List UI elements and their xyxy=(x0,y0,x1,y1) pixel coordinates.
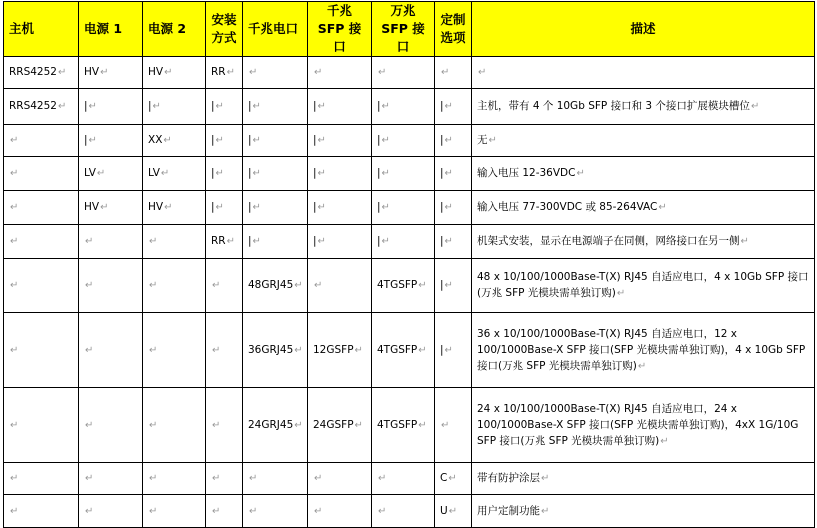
cell-text: | xyxy=(377,134,381,146)
paragraph-mark: ↵ xyxy=(164,67,173,78)
table-cell xyxy=(143,463,206,495)
table-cell xyxy=(4,57,79,89)
paragraph-mark: ↵ xyxy=(314,280,323,291)
cell-text: | xyxy=(440,279,444,291)
cell-text: XX xyxy=(148,134,163,146)
paragraph-mark: ↵ xyxy=(85,280,94,291)
cell-text: HV xyxy=(148,66,164,78)
paragraph-mark: ↵ xyxy=(85,419,94,431)
paragraph-mark: ↵ xyxy=(100,67,109,78)
cell-text: U xyxy=(440,504,448,517)
paragraph-mark: ↵ xyxy=(10,505,19,517)
table-cell xyxy=(206,463,243,495)
table-cell xyxy=(243,89,308,125)
paragraph-mark: ↵ xyxy=(381,135,390,146)
cell-text: C xyxy=(440,472,448,484)
table-cell xyxy=(308,125,372,157)
cell-text: 输入电压 12-36VDC xyxy=(477,167,576,179)
header-cell xyxy=(243,2,308,57)
paragraph-mark: ↵ xyxy=(541,473,550,484)
cell-text: | xyxy=(377,201,381,213)
header-label: 主机 xyxy=(9,21,35,36)
header-cell xyxy=(308,2,372,57)
table-body xyxy=(4,57,815,528)
paragraph-mark: ↵ xyxy=(444,280,453,291)
description-cell xyxy=(472,225,815,259)
table-cell xyxy=(435,89,472,125)
table-cell xyxy=(372,125,435,157)
paragraph-mark: ↵ xyxy=(354,344,363,356)
paragraph-mark: ↵ xyxy=(444,202,453,213)
paragraph-mark: ↵ xyxy=(100,202,109,213)
cell-text: 机架式安装，显示在电源端子在同侧，网络接口在另一侧 xyxy=(477,235,740,247)
table-row xyxy=(4,57,815,89)
table-cell xyxy=(372,313,435,388)
table-cell xyxy=(243,191,308,225)
table-cell xyxy=(206,157,243,191)
table-cell xyxy=(4,225,79,259)
table-cell xyxy=(243,225,308,259)
paragraph-mark: ↵ xyxy=(317,168,326,179)
table-cell xyxy=(206,225,243,259)
table-cell xyxy=(372,259,435,313)
paragraph-mark: ↵ xyxy=(57,67,67,78)
table-row xyxy=(4,495,815,528)
description-cell xyxy=(472,495,815,528)
table-cell xyxy=(243,495,308,528)
table-cell xyxy=(308,57,372,89)
paragraph-mark: ↵ xyxy=(488,135,497,146)
table-row xyxy=(4,89,815,125)
header-cell xyxy=(435,2,472,57)
table-cell xyxy=(79,89,143,125)
paragraph-mark: ↵ xyxy=(294,419,303,431)
paragraph-mark: ↵ xyxy=(576,168,585,179)
cell-text: | xyxy=(248,134,252,146)
table-cell xyxy=(143,388,206,463)
table-cell xyxy=(143,57,206,89)
table-cell xyxy=(4,125,79,157)
table-row xyxy=(4,225,815,259)
paragraph-mark: ↵ xyxy=(444,344,453,356)
table-row xyxy=(4,463,815,495)
paragraph-mark: ↵ xyxy=(215,202,224,213)
table-cell xyxy=(435,57,472,89)
paragraph-mark: ↵ xyxy=(249,67,258,78)
cell-text: | xyxy=(211,134,215,146)
table-row xyxy=(4,157,815,191)
table-row xyxy=(4,259,815,313)
cell-text: 无 xyxy=(477,134,488,146)
paragraph-mark: ↵ xyxy=(10,419,19,431)
paragraph-mark: ↵ xyxy=(378,67,387,78)
paragraph-mark: ↵ xyxy=(215,135,224,146)
table-cell xyxy=(243,313,308,388)
paragraph-mark: ↵ xyxy=(294,280,303,291)
paragraph-mark: ↵ xyxy=(418,344,427,356)
paragraph-mark: ↵ xyxy=(252,135,261,146)
cell-text: | xyxy=(248,235,252,247)
cell-text: 用户定制功能 xyxy=(477,504,540,517)
paragraph-mark: ↵ xyxy=(249,473,258,484)
cell-text: 12GSFP xyxy=(313,343,354,356)
cell-text: LV xyxy=(148,167,160,179)
table-cell xyxy=(79,157,143,191)
paragraph-mark: ↵ xyxy=(381,202,390,213)
paragraph-mark: ↵ xyxy=(10,280,19,291)
paragraph-mark: ↵ xyxy=(658,202,667,213)
table-cell xyxy=(308,259,372,313)
cell-text: 24GSFP xyxy=(313,418,354,431)
cell-text: | xyxy=(248,100,252,112)
paragraph-mark: ↵ xyxy=(381,168,390,179)
table-cell xyxy=(4,463,79,495)
paragraph-mark: ↵ xyxy=(478,67,487,78)
cell-text: | xyxy=(440,134,444,146)
paragraph-mark: ↵ xyxy=(418,419,427,431)
cell-text: HV xyxy=(84,66,100,78)
paragraph-mark: ↵ xyxy=(381,101,390,112)
cell-text: | xyxy=(248,167,252,179)
table-cell xyxy=(4,495,79,528)
table-cell xyxy=(308,495,372,528)
cell-text: | xyxy=(440,201,444,213)
table-row xyxy=(4,191,815,225)
table-cell xyxy=(308,463,372,495)
spec-table xyxy=(3,1,815,528)
table-cell xyxy=(372,463,435,495)
cell-text: 4TGSFP xyxy=(377,343,418,356)
table-cell xyxy=(143,157,206,191)
header-cell xyxy=(143,2,206,57)
paragraph-mark: ↵ xyxy=(149,505,158,517)
table-cell xyxy=(372,57,435,89)
cell-text: | xyxy=(313,235,317,247)
table-cell xyxy=(372,191,435,225)
paragraph-mark: ↵ xyxy=(448,473,457,484)
cell-text: 36 x 10/100/1000Base-T(X) RJ45 自适应电口，12 x 100/1000Base-X SFP 接口(SFP 光模块需单独订购)，4 x 10Gb SFP 接口(万兆 SFP 光模块需单独订购) xyxy=(477,327,806,372)
header-label: 电源 1 xyxy=(84,21,123,36)
paragraph-mark: ↵ xyxy=(164,202,173,213)
cell-text: 4TGSFP xyxy=(377,418,418,431)
table-cell xyxy=(79,125,143,157)
header-label: 定制选项 xyxy=(440,12,466,45)
table-cell xyxy=(206,57,243,89)
cell-text: | xyxy=(211,100,215,112)
cell-text: | xyxy=(313,201,317,213)
paragraph-mark: ↵ xyxy=(85,505,94,517)
paragraph-mark: ↵ xyxy=(212,419,221,431)
table-cell xyxy=(79,388,143,463)
cell-text: 主机，带有 4 个 10Gb SFP 接口和 3 个接口扩展模块槽位 xyxy=(477,100,750,112)
paragraph-mark: ↵ xyxy=(149,473,158,484)
cell-text: HV xyxy=(148,201,164,213)
description-cell xyxy=(472,125,815,157)
paragraph-mark: ↵ xyxy=(149,344,158,356)
cell-text: | xyxy=(377,100,381,112)
table-cell xyxy=(243,388,308,463)
paragraph-mark: ↵ xyxy=(252,202,261,213)
table-cell xyxy=(79,191,143,225)
table-cell xyxy=(372,157,435,191)
paragraph-mark: ↵ xyxy=(249,505,258,517)
paragraph-mark: ↵ xyxy=(212,473,221,484)
paragraph-mark: ↵ xyxy=(10,473,19,484)
paragraph-mark: ↵ xyxy=(215,168,224,179)
cell-text: 24GRJ45 xyxy=(248,418,294,431)
paragraph-mark: ↵ xyxy=(212,280,221,291)
paragraph-mark: ↵ xyxy=(314,505,323,517)
table-cell xyxy=(308,89,372,125)
paragraph-mark: ↵ xyxy=(252,168,261,179)
description-cell xyxy=(472,89,815,125)
table-cell xyxy=(435,191,472,225)
paragraph-mark: ↵ xyxy=(381,236,390,247)
description-cell xyxy=(472,259,815,313)
cell-text: 24 x 10/100/1000Base-T(X) RJ45 自适应电口，24 x 100/1000Base-X SFP 接口(SFP 光模块需单独订购)，4xX 1G/10G SFP 接口(万兆 SFP 光模块需单独订购) xyxy=(477,402,799,447)
header-cell xyxy=(472,2,815,57)
paragraph-mark: ↵ xyxy=(354,419,363,431)
table-cell xyxy=(206,388,243,463)
paragraph-mark: ↵ xyxy=(444,135,453,146)
cell-text: 4TGSFP xyxy=(377,279,418,291)
paragraph-mark: ↵ xyxy=(149,280,158,291)
paragraph-mark: ↵ xyxy=(212,344,221,356)
cell-text: | xyxy=(440,167,444,179)
paragraph-mark: ↵ xyxy=(226,67,235,78)
cell-text: | xyxy=(440,343,444,356)
description-cell xyxy=(472,191,815,225)
paragraph-mark: ↵ xyxy=(10,135,19,146)
table-cell xyxy=(435,463,472,495)
table-cell xyxy=(143,259,206,313)
paragraph-mark: ↵ xyxy=(294,344,303,356)
paragraph-mark: ↵ xyxy=(85,236,94,247)
paragraph-mark: ↵ xyxy=(160,168,170,179)
table-cell xyxy=(308,313,372,388)
cell-text: RR xyxy=(211,66,226,78)
paragraph-mark: ↵ xyxy=(212,505,221,517)
table-cell xyxy=(435,388,472,463)
table-row xyxy=(4,313,815,388)
header-label: 电源 2 xyxy=(148,21,187,36)
table-cell xyxy=(143,125,206,157)
header-label: 描述 xyxy=(630,21,656,36)
paragraph-mark: ↵ xyxy=(378,473,387,484)
paragraph-mark: ↵ xyxy=(314,473,323,484)
table-row xyxy=(4,388,815,463)
paragraph-mark: ↵ xyxy=(418,280,427,291)
table-cell xyxy=(243,57,308,89)
paragraph-mark: ↵ xyxy=(750,101,760,112)
paragraph-mark: ↵ xyxy=(441,67,450,78)
cell-text: | xyxy=(211,201,215,213)
cell-text: 36GRJ45 xyxy=(248,343,294,356)
cell-text: | xyxy=(313,100,317,112)
table-cell xyxy=(4,388,79,463)
paragraph-mark: ↵ xyxy=(317,135,326,146)
cell-text: 输入电压 77-300VDC 或 85-264VAC xyxy=(477,201,658,213)
table-cell xyxy=(243,125,308,157)
table-cell xyxy=(79,225,143,259)
table-cell xyxy=(4,89,79,125)
table-row xyxy=(4,125,815,157)
table-cell xyxy=(79,57,143,89)
paragraph-mark: ↵ xyxy=(317,202,326,213)
paragraph-mark: ↵ xyxy=(96,168,106,179)
cell-text: | xyxy=(377,235,381,247)
paragraph-mark: ↵ xyxy=(149,236,158,247)
header-cell xyxy=(79,2,143,57)
paragraph-mark: ↵ xyxy=(441,419,450,431)
paragraph-mark: ↵ xyxy=(149,419,158,431)
cell-text: | xyxy=(440,100,444,112)
paragraph-mark: ↵ xyxy=(541,505,550,517)
paragraph-mark: ↵ xyxy=(637,360,647,372)
table-cell xyxy=(143,191,206,225)
cell-text: 48GRJ45 xyxy=(248,279,294,291)
paragraph-mark: ↵ xyxy=(252,236,261,247)
table-cell xyxy=(435,259,472,313)
paragraph-mark: ↵ xyxy=(616,288,626,299)
table-cell xyxy=(206,495,243,528)
cell-text: RRS4252 xyxy=(9,100,57,112)
table-cell xyxy=(206,259,243,313)
paragraph-mark: ↵ xyxy=(85,344,94,356)
paragraph-mark: ↵ xyxy=(317,236,326,247)
paragraph-mark: ↵ xyxy=(378,505,387,517)
table-cell xyxy=(243,463,308,495)
table-cell xyxy=(435,125,472,157)
cell-text: | xyxy=(377,167,381,179)
cell-text: HV xyxy=(84,201,100,213)
paragraph-mark: ↵ xyxy=(252,101,261,112)
header-label: 千兆 SFP 接口 xyxy=(317,3,362,54)
table-cell xyxy=(143,313,206,388)
cell-text: | xyxy=(84,100,88,112)
table-cell xyxy=(206,89,243,125)
header-label: 安装方式 xyxy=(211,12,237,45)
description-cell xyxy=(472,388,815,463)
table-cell xyxy=(79,259,143,313)
paragraph-mark: ↵ xyxy=(314,67,323,78)
paragraph-mark: ↵ xyxy=(57,101,67,112)
description-cell xyxy=(472,57,815,89)
table-cell xyxy=(308,388,372,463)
table-cell xyxy=(243,259,308,313)
table-cell xyxy=(79,495,143,528)
table-cell xyxy=(206,125,243,157)
table-cell xyxy=(4,157,79,191)
paragraph-mark: ↵ xyxy=(88,135,97,146)
paragraph-mark: ↵ xyxy=(317,101,326,112)
paragraph-mark: ↵ xyxy=(740,236,749,247)
table-cell xyxy=(372,495,435,528)
paragraph-mark: ↵ xyxy=(88,101,97,112)
cell-text: | xyxy=(148,100,152,112)
paragraph-mark: ↵ xyxy=(10,168,19,179)
cell-text: LV xyxy=(84,167,96,179)
table-cell xyxy=(79,463,143,495)
table-cell xyxy=(372,89,435,125)
table-cell xyxy=(143,495,206,528)
description-cell xyxy=(472,463,815,495)
cell-text: RRS4252 xyxy=(9,66,57,78)
table-cell xyxy=(79,313,143,388)
paragraph-mark: ↵ xyxy=(226,236,235,247)
table-cell xyxy=(308,191,372,225)
table-cell xyxy=(308,225,372,259)
table-cell xyxy=(206,313,243,388)
paragraph-mark: ↵ xyxy=(10,236,19,247)
paragraph-mark: ↵ xyxy=(660,435,669,447)
table-cell xyxy=(4,191,79,225)
paragraph-mark: ↵ xyxy=(215,101,224,112)
table-header xyxy=(4,2,815,57)
paragraph-mark: ↵ xyxy=(85,473,94,484)
header-cell xyxy=(372,2,435,57)
table-cell xyxy=(143,89,206,125)
header-cell xyxy=(4,2,79,57)
header-label: 千兆电口 xyxy=(248,21,299,36)
table-cell xyxy=(206,191,243,225)
cell-text: RR xyxy=(211,235,226,247)
paragraph-mark: ↵ xyxy=(152,101,161,112)
header-label: 万兆 SFP 接口 xyxy=(381,3,425,54)
table-cell xyxy=(435,313,472,388)
table-cell xyxy=(143,225,206,259)
cell-text: | xyxy=(313,167,317,179)
table-cell xyxy=(435,157,472,191)
table-cell xyxy=(4,259,79,313)
cell-text: 48 x 10/100/1000Base-T(X) RJ45 自适应电口，4 x 10Gb SFP 接口 (万兆 SFP 光模块需单独订购) xyxy=(477,271,809,299)
cell-text: | xyxy=(313,134,317,146)
paragraph-mark: ↵ xyxy=(163,135,172,146)
table-cell xyxy=(308,157,372,191)
table-cell xyxy=(243,157,308,191)
paragraph-mark: ↵ xyxy=(10,202,19,213)
description-cell xyxy=(472,313,815,388)
paragraph-mark: ↵ xyxy=(444,101,453,112)
paragraph-mark: ↵ xyxy=(10,344,19,356)
cell-text: 带有防护涂层 xyxy=(477,472,540,484)
paragraph-mark: ↵ xyxy=(448,505,458,517)
table-cell xyxy=(4,313,79,388)
paragraph-mark: ↵ xyxy=(444,168,453,179)
header-cell xyxy=(206,2,243,57)
table-cell xyxy=(435,225,472,259)
table-cell xyxy=(372,388,435,463)
cell-text: | xyxy=(84,134,88,146)
table-cell xyxy=(372,225,435,259)
paragraph-mark: ↵ xyxy=(444,236,453,247)
table-cell xyxy=(435,495,472,528)
cell-text: | xyxy=(440,235,444,247)
cell-text: | xyxy=(248,201,252,213)
cell-text: | xyxy=(211,167,215,179)
description-cell xyxy=(472,157,815,191)
